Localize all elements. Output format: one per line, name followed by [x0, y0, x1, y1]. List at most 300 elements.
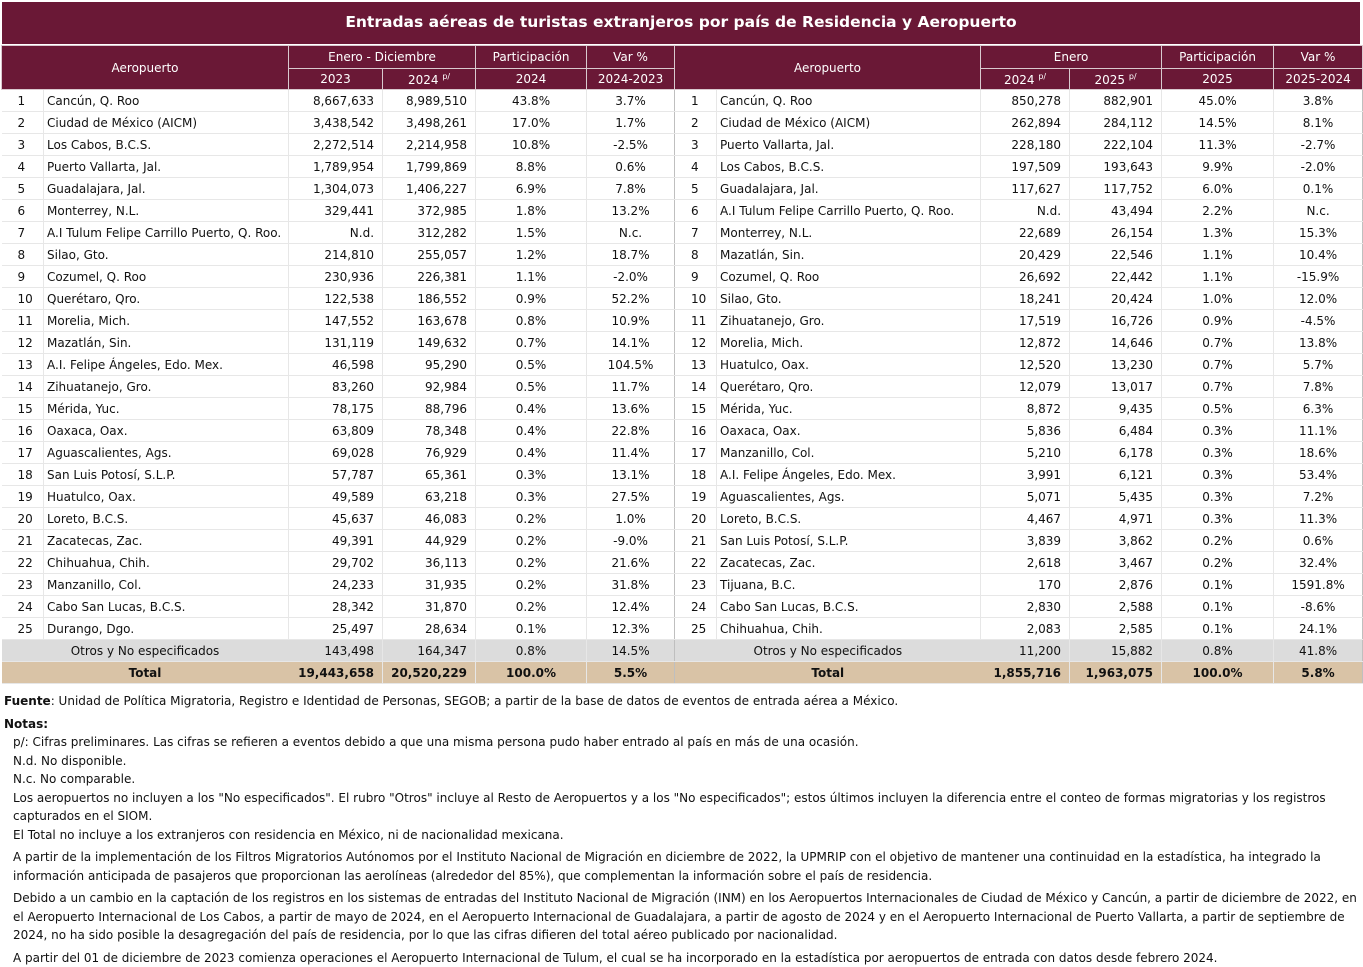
- left-var-cell: 10.9%: [587, 310, 675, 332]
- left-participation-header: Participación: [476, 46, 587, 69]
- left-rank-cell: 6: [2, 200, 44, 222]
- left-total-label: Total: [2, 662, 289, 684]
- right-rank-cell: 10: [675, 288, 717, 310]
- left-rank-cell: 16: [2, 420, 44, 442]
- otros-row: [2, 640, 1363, 662]
- table-row: [2, 464, 1363, 486]
- right-var-cell: 53.4%: [1274, 464, 1363, 486]
- right-rank-cell: 25: [675, 618, 717, 640]
- left-var-cell: 14.1%: [587, 332, 675, 354]
- left-value-a-cell: 214,810: [289, 244, 383, 266]
- right-value-b-cell: 5,435: [1070, 486, 1162, 508]
- left-otros-value-a: 143,498: [289, 640, 383, 662]
- right-value-a-cell: 5,210: [981, 442, 1070, 464]
- table-row: [2, 288, 1363, 310]
- right-total-value-b: 1,963,075: [1070, 662, 1162, 684]
- right-rank-cell: 3: [675, 134, 717, 156]
- left-airport-name-cell: Zihuatanejo, Gro.: [44, 376, 289, 398]
- right-airport-name-cell: Aguascalientes, Ags.: [717, 486, 981, 508]
- left-participation-cell: 1.2%: [476, 244, 587, 266]
- left-participation-year: 2024: [476, 69, 587, 90]
- table-row: [2, 596, 1363, 618]
- right-value-a-cell: 20,429: [981, 244, 1070, 266]
- right-participation-year: 2025: [1162, 69, 1274, 90]
- left-airport-name-cell: Silao, Gto.: [44, 244, 289, 266]
- left-year-a-header: 2023: [289, 69, 383, 90]
- left-value-a-cell: 1,304,073: [289, 178, 383, 200]
- table-row: [2, 266, 1363, 288]
- right-value-a-cell: 117,627: [981, 178, 1070, 200]
- right-total-label: Total: [675, 662, 981, 684]
- right-value-b-cell: 3,467: [1070, 552, 1162, 574]
- left-value-a-cell: 230,936: [289, 266, 383, 288]
- right-participation-header: Participación: [1162, 46, 1274, 69]
- left-rank-cell: 10: [2, 288, 44, 310]
- table-row: [2, 244, 1363, 266]
- left-value-b-cell: 1,406,227: [383, 178, 476, 200]
- right-var-cell: 10.4%: [1274, 244, 1363, 266]
- right-period-header: Enero: [981, 46, 1162, 69]
- right-var-cell: -2.7%: [1274, 134, 1363, 156]
- left-participation-cell: 17.0%: [476, 112, 587, 134]
- right-var-cell: N.c.: [1274, 200, 1363, 222]
- right-airport-name-cell: A.I Tulum Felipe Carrillo Puerto, Q. Roo.: [717, 200, 981, 222]
- left-participation-cell: 0.7%: [476, 332, 587, 354]
- left-rank-cell: 20: [2, 508, 44, 530]
- left-participation-cell: 0.2%: [476, 530, 587, 552]
- total-row: [2, 662, 1363, 684]
- left-airport-name-cell: San Luis Potosí, S.L.P.: [44, 464, 289, 486]
- left-rank-cell: 2: [2, 112, 44, 134]
- right-value-b-cell: 22,442: [1070, 266, 1162, 288]
- right-var-cell: -4.5%: [1274, 310, 1363, 332]
- right-participation-cell: 2.2%: [1162, 200, 1274, 222]
- right-value-b-cell: 222,104: [1070, 134, 1162, 156]
- left-value-a-cell: 29,702: [289, 552, 383, 574]
- table-row: [2, 354, 1363, 376]
- left-value-b-cell: 255,057: [383, 244, 476, 266]
- right-airport-name-cell: Morelia, Mich.: [717, 332, 981, 354]
- left-value-b-cell: 63,218: [383, 486, 476, 508]
- left-airport-name-cell: Guadalajara, Jal.: [44, 178, 289, 200]
- right-value-b-cell: 4,971: [1070, 508, 1162, 530]
- right-var-cell: 11.3%: [1274, 508, 1363, 530]
- note-item: El Total no incluye a los extranjeros con residencia en México, ni de nacionalidad mexicana.: [4, 826, 1359, 845]
- left-participation-cell: 0.2%: [476, 596, 587, 618]
- note-item: p/: Cifras preliminares. Las cifras se refieren a eventos debido a que una misma persona pudo haber entrado al país en más de una ocasión.: [4, 733, 1359, 752]
- note-item: Los aeropuertos no incluyen a los "No especificados". El rubro "Otros" incluye al Resto de Aeropuertos y a los "No especificados"; estos últimos incluyen la diferencia entre el conteo de formas migratorias y los registros capturados en el SIOM.: [4, 789, 1359, 826]
- left-value-b-cell: 149,632: [383, 332, 476, 354]
- left-rank-cell: 24: [2, 596, 44, 618]
- table-row: [2, 398, 1363, 420]
- right-total-var: 5.8%: [1274, 662, 1363, 684]
- left-participation-cell: 0.2%: [476, 574, 587, 596]
- right-value-b-cell: 26,154: [1070, 222, 1162, 244]
- right-value-b-cell: 20,424: [1070, 288, 1162, 310]
- right-value-b-cell: 284,112: [1070, 112, 1162, 134]
- left-value-a-cell: 122,538: [289, 288, 383, 310]
- right-value-b-cell: 9,435: [1070, 398, 1162, 420]
- left-var-cell: -2.0%: [587, 266, 675, 288]
- right-participation-cell: 9.9%: [1162, 156, 1274, 178]
- left-value-a-cell: 63,809: [289, 420, 383, 442]
- table-row: [2, 310, 1363, 332]
- table-row: [2, 574, 1363, 596]
- left-participation-cell: 43.8%: [476, 90, 587, 112]
- left-value-a-cell: N.d.: [289, 222, 383, 244]
- right-rank-cell: 6: [675, 200, 717, 222]
- left-value-b-cell: 31,935: [383, 574, 476, 596]
- left-var-cell: 31.8%: [587, 574, 675, 596]
- right-value-a-cell: 8,872: [981, 398, 1070, 420]
- right-participation-cell: 0.9%: [1162, 310, 1274, 332]
- left-rank-cell: 11: [2, 310, 44, 332]
- left-var-cell: 104.5%: [587, 354, 675, 376]
- left-value-a-cell: 83,260: [289, 376, 383, 398]
- left-value-b-cell: 78,348: [383, 420, 476, 442]
- right-value-a-cell: 3,991: [981, 464, 1070, 486]
- right-value-b-cell: 43,494: [1070, 200, 1162, 222]
- left-value-b-cell: 372,985: [383, 200, 476, 222]
- right-value-a-cell: 5,071: [981, 486, 1070, 508]
- right-rank-cell: 15: [675, 398, 717, 420]
- table-row: [2, 112, 1363, 134]
- left-airport-name-cell: Loreto, B.C.S.: [44, 508, 289, 530]
- table-row: [2, 376, 1363, 398]
- left-var-years: 2024-2023: [587, 69, 675, 90]
- left-value-a-cell: 3,438,542: [289, 112, 383, 134]
- right-airport-name-cell: A.I. Felipe Ángeles, Edo. Mex.: [717, 464, 981, 486]
- left-rank-cell: 19: [2, 486, 44, 508]
- table-row: [2, 222, 1363, 244]
- right-var-cell: -15.9%: [1274, 266, 1363, 288]
- left-value-b-cell: 2,214,958: [383, 134, 476, 156]
- right-participation-cell: 0.1%: [1162, 596, 1274, 618]
- right-airport-name-cell: Tijuana, B.C.: [717, 574, 981, 596]
- left-airport-name-cell: Morelia, Mich.: [44, 310, 289, 332]
- left-participation-cell: 0.4%: [476, 398, 587, 420]
- note-item: N.c. No comparable.: [4, 770, 1359, 789]
- right-var-cell: 7.8%: [1274, 376, 1363, 398]
- right-airport-name-cell: Los Cabos, B.C.S.: [717, 156, 981, 178]
- right-airport-name-cell: Puerto Vallarta, Jal.: [717, 134, 981, 156]
- left-total-participation: 100.0%: [476, 662, 587, 684]
- left-value-a-cell: 2,272,514: [289, 134, 383, 156]
- right-airport-header: Aeropuerto: [675, 46, 981, 90]
- right-participation-cell: 0.3%: [1162, 420, 1274, 442]
- left-rank-cell: 17: [2, 442, 44, 464]
- left-year-b-header: 2024 $^{p/}$: [383, 69, 476, 90]
- left-participation-cell: 10.8%: [476, 134, 587, 156]
- right-value-a-cell: 170: [981, 574, 1070, 596]
- left-airport-name-cell: Monterrey, N.L.: [44, 200, 289, 222]
- left-var-cell: 13.1%: [587, 464, 675, 486]
- right-airport-name-cell: Chihuahua, Chih.: [717, 618, 981, 640]
- left-value-b-cell: 226,381: [383, 266, 476, 288]
- right-value-b-cell: 2,876: [1070, 574, 1162, 596]
- right-var-years: 2025-2024: [1274, 69, 1363, 90]
- table-row: [2, 508, 1363, 530]
- left-participation-cell: 6.9%: [476, 178, 587, 200]
- left-rank-cell: 23: [2, 574, 44, 596]
- right-year-b-header: 2025 $^{p/}$: [1070, 69, 1162, 90]
- left-airport-name-cell: Ciudad de México (AICM): [44, 112, 289, 134]
- table-row: [2, 134, 1363, 156]
- right-value-b-cell: 3,862: [1070, 530, 1162, 552]
- left-participation-cell: 0.2%: [476, 508, 587, 530]
- left-total-value-b: 20,520,229: [383, 662, 476, 684]
- right-rank-cell: 18: [675, 464, 717, 486]
- left-participation-cell: 1.1%: [476, 266, 587, 288]
- right-value-b-cell: 2,588: [1070, 596, 1162, 618]
- right-value-a-cell: 12,872: [981, 332, 1070, 354]
- right-participation-cell: 1.1%: [1162, 266, 1274, 288]
- right-airport-name-cell: Zacatecas, Zac.: [717, 552, 981, 574]
- left-participation-cell: 1.5%: [476, 222, 587, 244]
- left-rank-cell: 4: [2, 156, 44, 178]
- table-row: [2, 420, 1363, 442]
- left-value-a-cell: 24,233: [289, 574, 383, 596]
- left-value-a-cell: 78,175: [289, 398, 383, 420]
- left-participation-cell: 0.4%: [476, 420, 587, 442]
- right-value-a-cell: 197,509: [981, 156, 1070, 178]
- left-rank-cell: 13: [2, 354, 44, 376]
- right-airport-name-cell: Loreto, B.C.S.: [717, 508, 981, 530]
- right-var-cell: 6.3%: [1274, 398, 1363, 420]
- note-item: N.d. No disponible.: [4, 752, 1359, 771]
- left-rank-cell: 8: [2, 244, 44, 266]
- right-rank-cell: 8: [675, 244, 717, 266]
- left-var-cell: 22.8%: [587, 420, 675, 442]
- right-participation-cell: 0.3%: [1162, 442, 1274, 464]
- airport-arrivals-table: [1, 45, 1363, 684]
- right-var-cell: -2.0%: [1274, 156, 1363, 178]
- right-value-a-cell: 17,519: [981, 310, 1070, 332]
- right-airport-name-cell: Cancún, Q. Roo: [717, 90, 981, 112]
- note-item: A partir de la implementación de los Filtros Migratorios Autónomos por el Instituto Nacional de Migración en diciembre de 2022, la UPMRIP con el objetivo de mantener una continuidad en la estadística, ha integrado la información anticipada de pasajeros que proporcionan las aerolíneas (alrededor del 85%), que complementan la información sobre el país de residencia.: [4, 848, 1359, 885]
- left-airport-name-cell: Cozumel, Q. Roo: [44, 266, 289, 288]
- left-var-cell: N.c.: [587, 222, 675, 244]
- left-value-b-cell: 186,552: [383, 288, 476, 310]
- right-value-b-cell: 13,230: [1070, 354, 1162, 376]
- right-otros-label: Otros y No especificados: [675, 640, 981, 662]
- table-row: [2, 552, 1363, 574]
- left-var-cell: 7.8%: [587, 178, 675, 200]
- left-airport-name-cell: Aguascalientes, Ags.: [44, 442, 289, 464]
- left-otros-value-b: 164,347: [383, 640, 476, 662]
- right-rank-cell: 5: [675, 178, 717, 200]
- left-airport-name-cell: Mérida, Yuc.: [44, 398, 289, 420]
- right-value-b-cell: 2,585: [1070, 618, 1162, 640]
- left-airport-name-cell: Oaxaca, Oax.: [44, 420, 289, 442]
- left-value-b-cell: 1,799,869: [383, 156, 476, 178]
- left-participation-cell: 0.2%: [476, 552, 587, 574]
- right-var-cell: 3.8%: [1274, 90, 1363, 112]
- right-value-a-cell: 22,689: [981, 222, 1070, 244]
- right-airport-name-cell: Cozumel, Q. Roo: [717, 266, 981, 288]
- right-value-b-cell: 882,901: [1070, 90, 1162, 112]
- right-var-cell: 32.4%: [1274, 552, 1363, 574]
- left-var-cell: 11.4%: [587, 442, 675, 464]
- left-value-b-cell: 65,361: [383, 464, 476, 486]
- left-rank-cell: 15: [2, 398, 44, 420]
- left-rank-cell: 21: [2, 530, 44, 552]
- left-var-cell: 52.2%: [587, 288, 675, 310]
- right-airport-name-cell: Cabo San Lucas, B.C.S.: [717, 596, 981, 618]
- right-otros-value-b: 15,882: [1070, 640, 1162, 662]
- left-var-cell: 13.6%: [587, 398, 675, 420]
- right-var-cell: 0.1%: [1274, 178, 1363, 200]
- right-value-a-cell: 3,839: [981, 530, 1070, 552]
- left-var-cell: 21.6%: [587, 552, 675, 574]
- right-value-a-cell: 5,836: [981, 420, 1070, 442]
- right-airport-name-cell: Huatulco, Oax.: [717, 354, 981, 376]
- notes-section: [4, 692, 1359, 967]
- right-value-b-cell: 6,121: [1070, 464, 1162, 486]
- left-participation-cell: 1.8%: [476, 200, 587, 222]
- right-var-cell: 8.1%: [1274, 112, 1363, 134]
- left-value-a-cell: 28,342: [289, 596, 383, 618]
- left-var-cell: 12.4%: [587, 596, 675, 618]
- right-rank-cell: 24: [675, 596, 717, 618]
- right-rank-cell: 9: [675, 266, 717, 288]
- left-airport-name-cell: A.I Tulum Felipe Carrillo Puerto, Q. Roo.: [44, 222, 289, 244]
- right-value-a-cell: 4,467: [981, 508, 1070, 530]
- left-rank-cell: 12: [2, 332, 44, 354]
- right-participation-cell: 1.0%: [1162, 288, 1274, 310]
- left-rank-cell: 25: [2, 618, 44, 640]
- left-value-b-cell: 92,984: [383, 376, 476, 398]
- left-value-b-cell: 8,989,510: [383, 90, 476, 112]
- left-participation-cell: 0.9%: [476, 288, 587, 310]
- right-year-a-header: 2024 $^{p/}$: [981, 69, 1070, 90]
- right-participation-cell: 0.7%: [1162, 332, 1274, 354]
- right-participation-cell: 0.1%: [1162, 618, 1274, 640]
- left-airport-name-cell: Manzanillo, Col.: [44, 574, 289, 596]
- left-airport-name-cell: A.I. Felipe Ángeles, Edo. Mex.: [44, 354, 289, 376]
- right-value-b-cell: 193,643: [1070, 156, 1162, 178]
- right-value-a-cell: 2,618: [981, 552, 1070, 574]
- right-participation-cell: 0.3%: [1162, 486, 1274, 508]
- left-participation-cell: 8.8%: [476, 156, 587, 178]
- left-value-b-cell: 46,083: [383, 508, 476, 530]
- right-rank-cell: 2: [675, 112, 717, 134]
- left-value-a-cell: 49,589: [289, 486, 383, 508]
- table-row: [2, 178, 1363, 200]
- right-rank-cell: 13: [675, 354, 717, 376]
- right-airport-name-cell: San Luis Potosí, S.L.P.: [717, 530, 981, 552]
- right-value-a-cell: 850,278: [981, 90, 1070, 112]
- right-airport-name-cell: Guadalajara, Jal.: [717, 178, 981, 200]
- right-value-a-cell: 2,083: [981, 618, 1070, 640]
- left-value-b-cell: 3,498,261: [383, 112, 476, 134]
- table-row: [2, 530, 1363, 552]
- right-rank-cell: 21: [675, 530, 717, 552]
- right-value-a-cell: 2,830: [981, 596, 1070, 618]
- right-rank-cell: 23: [675, 574, 717, 596]
- left-rank-cell: 5: [2, 178, 44, 200]
- right-participation-cell: 0.7%: [1162, 354, 1274, 376]
- left-value-b-cell: 76,929: [383, 442, 476, 464]
- right-total-value-a: 1,855,716: [981, 662, 1070, 684]
- right-otros-var: 41.8%: [1274, 640, 1363, 662]
- left-airport-name-cell: Querétaro, Qro.: [44, 288, 289, 310]
- note-item: A partir del 01 de diciembre de 2023 comienza operaciones el Aeropuerto Internacional de Tulum, el cual se ha incorporado en la estadística por aeropuertos de entrada con datos desde febrero 2024.: [4, 949, 1359, 967]
- left-value-a-cell: 46,598: [289, 354, 383, 376]
- right-value-a-cell: 12,079: [981, 376, 1070, 398]
- right-airport-name-cell: Mérida, Yuc.: [717, 398, 981, 420]
- right-var-header: Var %: [1274, 46, 1363, 69]
- right-rank-cell: 22: [675, 552, 717, 574]
- left-value-b-cell: 163,678: [383, 310, 476, 332]
- right-airport-name-cell: Mazatlán, Sin.: [717, 244, 981, 266]
- left-rank-cell: 3: [2, 134, 44, 156]
- right-rank-cell: 12: [675, 332, 717, 354]
- left-value-a-cell: 69,028: [289, 442, 383, 464]
- right-var-cell: 11.1%: [1274, 420, 1363, 442]
- left-airport-name-cell: Mazatlán, Sin.: [44, 332, 289, 354]
- right-airport-name-cell: Ciudad de México (AICM): [717, 112, 981, 134]
- left-participation-cell: 0.3%: [476, 486, 587, 508]
- left-value-b-cell: 88,796: [383, 398, 476, 420]
- table-row: [2, 442, 1363, 464]
- right-airport-name-cell: Monterrey, N.L.: [717, 222, 981, 244]
- left-value-b-cell: 44,929: [383, 530, 476, 552]
- left-participation-cell: 0.8%: [476, 310, 587, 332]
- right-var-cell: 5.7%: [1274, 354, 1363, 376]
- right-rank-cell: 7: [675, 222, 717, 244]
- left-var-cell: 18.7%: [587, 244, 675, 266]
- left-var-header: Var %: [587, 46, 675, 69]
- left-otros-participation: 0.8%: [476, 640, 587, 662]
- right-participation-cell: 0.1%: [1162, 574, 1274, 596]
- left-var-cell: 1.0%: [587, 508, 675, 530]
- right-value-b-cell: 6,484: [1070, 420, 1162, 442]
- left-value-a-cell: 57,787: [289, 464, 383, 486]
- left-rank-cell: 14: [2, 376, 44, 398]
- right-participation-cell: 6.0%: [1162, 178, 1274, 200]
- table-title: Entradas aéreas de turistas extranjeros por país de Residencia y Aeropuerto: [1, 1, 1361, 45]
- left-rank-cell: 1: [2, 90, 44, 112]
- right-participation-cell: 0.3%: [1162, 464, 1274, 486]
- right-rank-cell: 20: [675, 508, 717, 530]
- left-value-b-cell: 31,870: [383, 596, 476, 618]
- left-participation-cell: 0.5%: [476, 354, 587, 376]
- left-airport-name-cell: Durango, Dgo.: [44, 618, 289, 640]
- left-var-cell: 3.7%: [587, 90, 675, 112]
- notes-heading: Notas:: [4, 715, 1359, 734]
- left-value-a-cell: 147,552: [289, 310, 383, 332]
- right-value-a-cell: 12,520: [981, 354, 1070, 376]
- right-rank-cell: 16: [675, 420, 717, 442]
- right-value-a-cell: 262,894: [981, 112, 1070, 134]
- table-row: [2, 90, 1363, 112]
- left-var-cell: 12.3%: [587, 618, 675, 640]
- right-var-cell: 15.3%: [1274, 222, 1363, 244]
- right-airport-name-cell: Oaxaca, Oax.: [717, 420, 981, 442]
- right-otros-value-a: 11,200: [981, 640, 1070, 662]
- right-value-b-cell: 117,752: [1070, 178, 1162, 200]
- left-value-a-cell: 1,789,954: [289, 156, 383, 178]
- right-var-cell: 7.2%: [1274, 486, 1363, 508]
- right-var-cell: 13.8%: [1274, 332, 1363, 354]
- right-participation-cell: 0.5%: [1162, 398, 1274, 420]
- left-airport-name-cell: Chihuahua, Chih.: [44, 552, 289, 574]
- note-item: Debido a un cambio en la captación de los registros en los sistemas de entradas del Instituto Nacional de Migración (INM) en los Aeropuertos Internacionales de Ciudad de México y Cancún, a partir de diciembre de 2022, en el Aeropuerto Internacional de Los Cabos, a partir de mayo de 2024, en el Aeropuerto Internacional de Guadalajara, a partir de agosto de 2024 y en el Aeropuerto Internacional de Puerto Vallarta, a partir de septiembre de 2024, no ha sido posible la desagregación del país de residencia, por lo que las cifras difieren del total aéreo publicado por nacionalidad.: [4, 889, 1359, 945]
- table-row: [2, 156, 1363, 178]
- right-participation-cell: 45.0%: [1162, 90, 1274, 112]
- left-airport-name-cell: Los Cabos, B.C.S.: [44, 134, 289, 156]
